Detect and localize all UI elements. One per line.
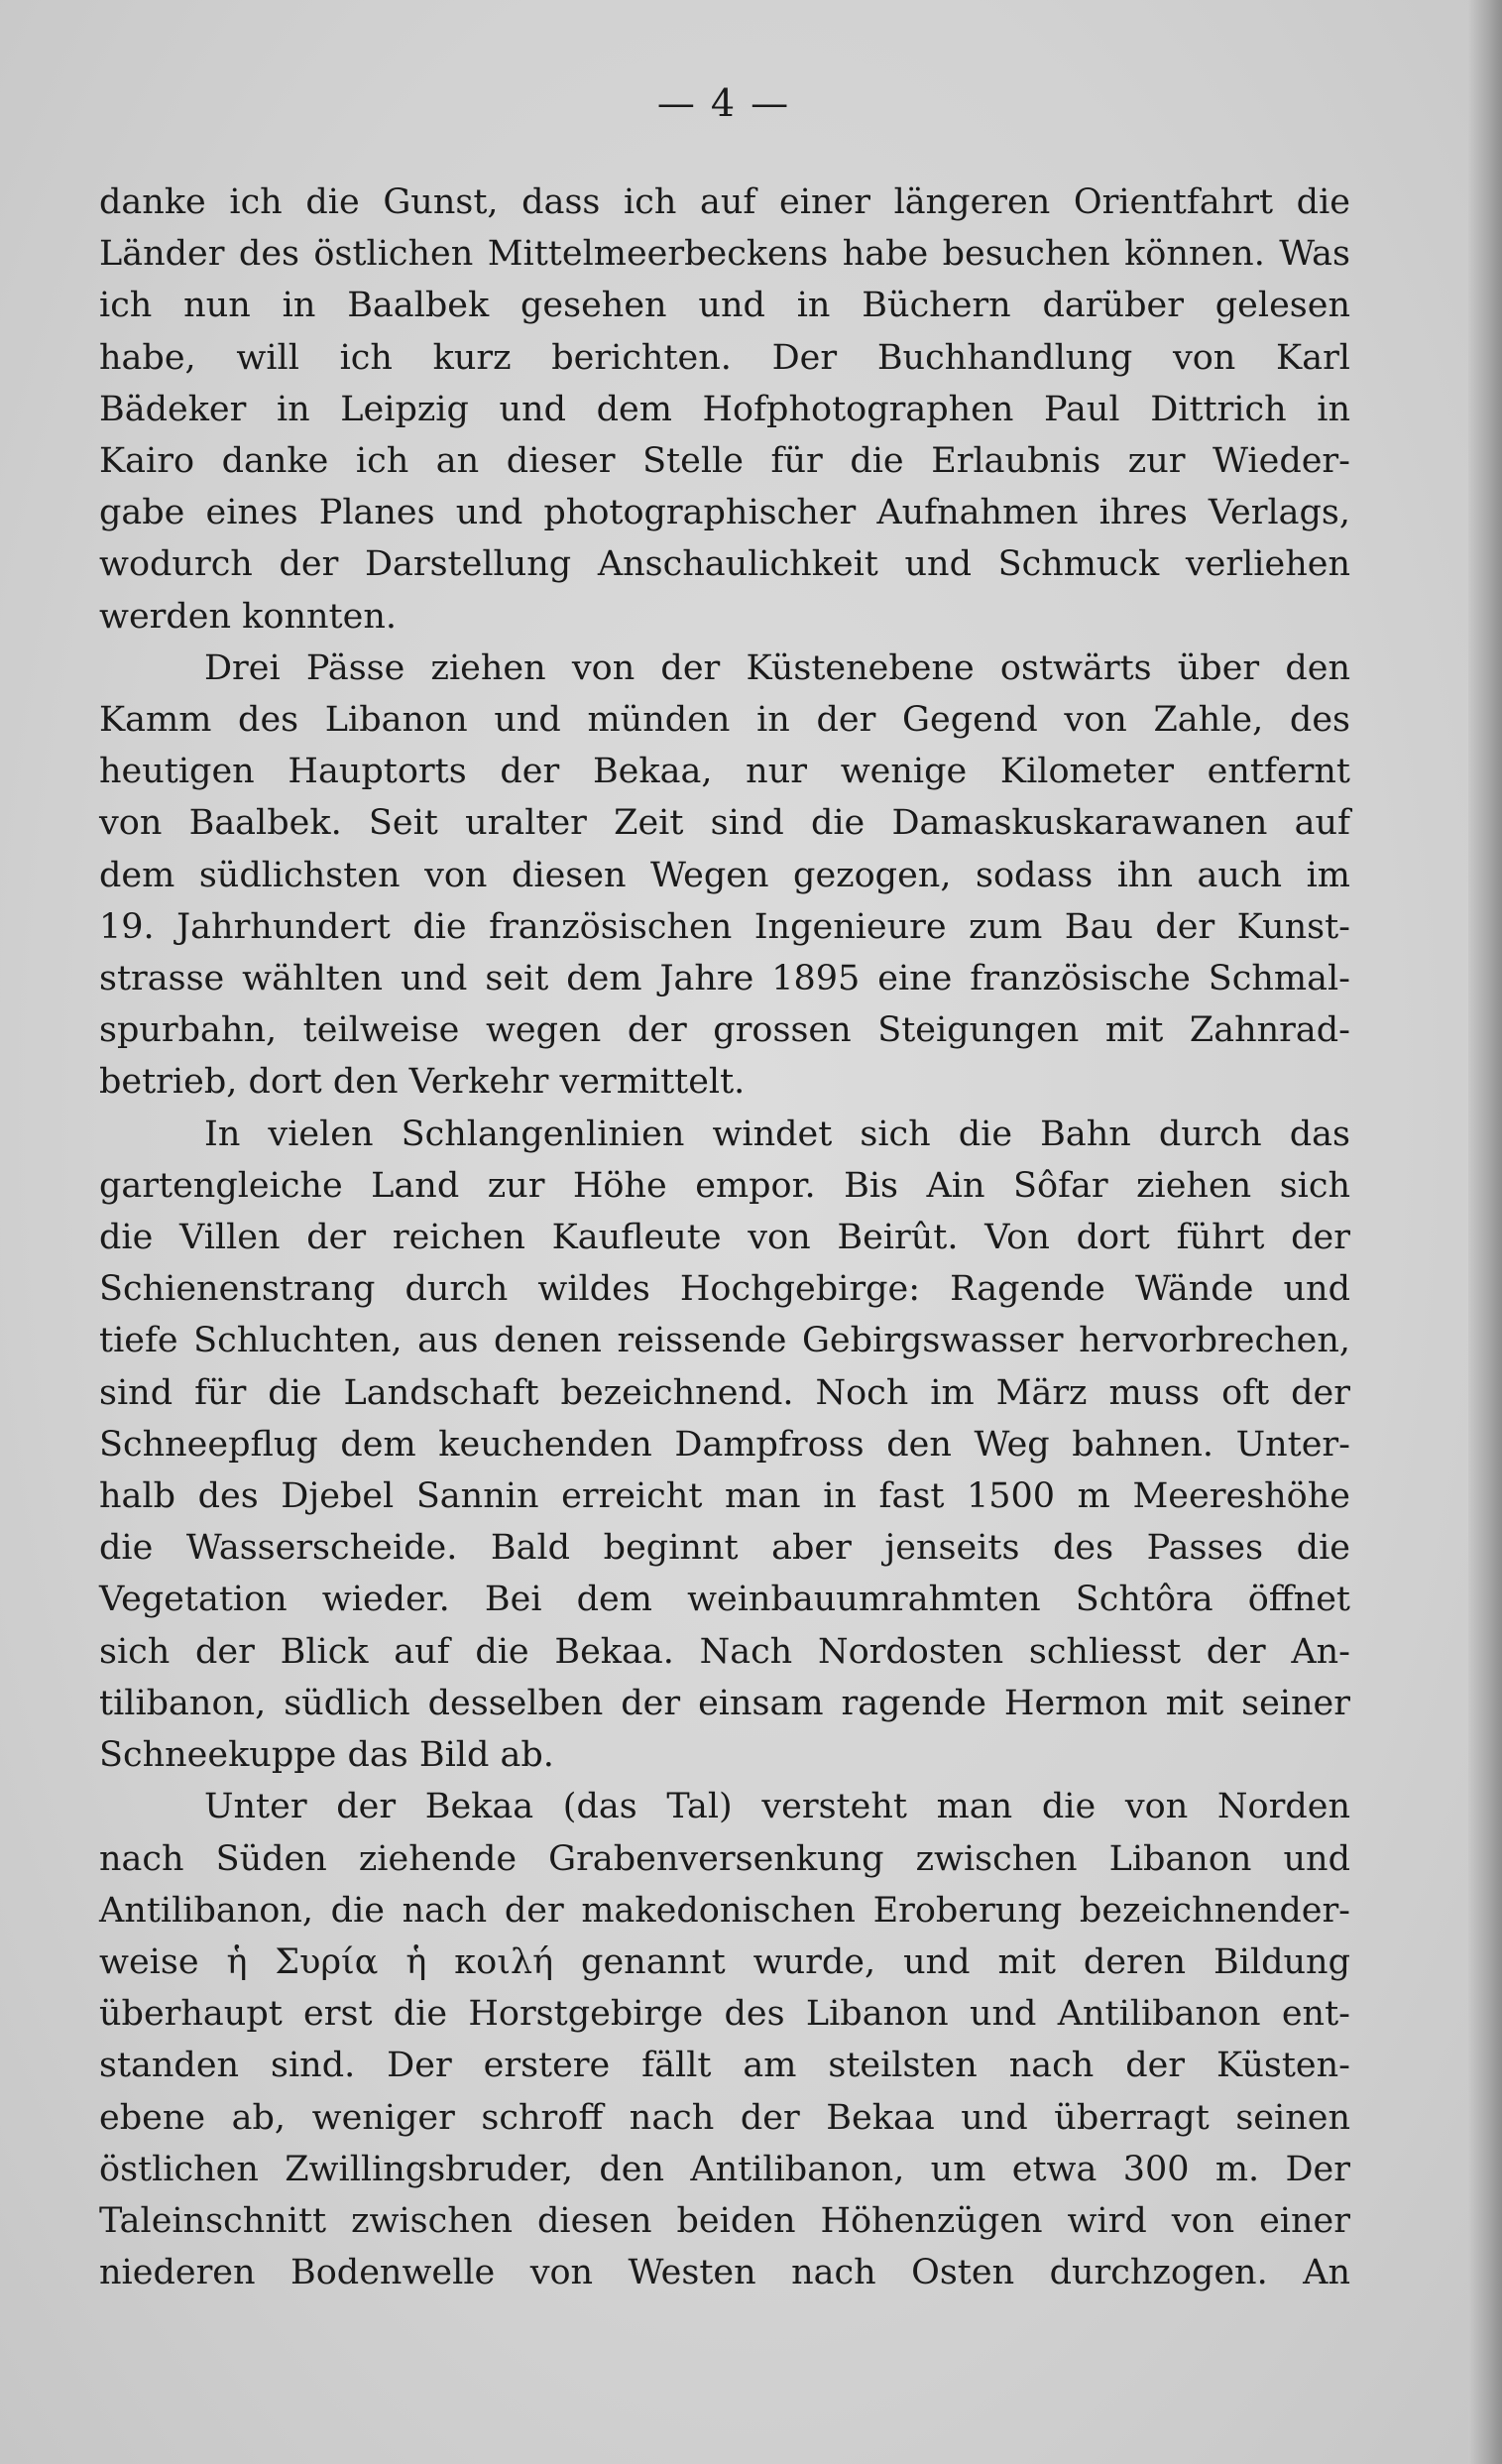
text-line: werden konnten. xyxy=(99,596,397,637)
text-line: halb des Djebel Sannin erreicht man in fast 1500 m Meereshöhe xyxy=(99,1476,1350,1517)
text-line: spurbahn, teilweise wegen der grossen Steigungen mit Zahnrad- xyxy=(99,1010,1350,1051)
text-line: 19. Jahrhundert die französischen Ingenieure zum Bau der Kunst- xyxy=(99,906,1350,947)
text-line: Länder des östlichen Mittelmeerbeckens habe besuchen können. Was xyxy=(99,234,1350,275)
text-line: Unter der Bekaa (das Tal) versteht man die von Norden xyxy=(204,1787,1350,1827)
text-line: Bädeker in Leipzig und dem Hofphotographen Paul Dittrich in xyxy=(99,389,1350,429)
text-line: gartengleiche Land zur Höhe empor. Bis Ain Sôfar ziehen sich xyxy=(99,1165,1350,1206)
text-line: In vielen Schlangenlinien windet sich die Bahn durch das xyxy=(204,1114,1350,1154)
text-line: niederen Bodenwelle von Westen nach Osten durchzogen. An xyxy=(99,2253,1350,2293)
text-line: danke ich die Gunst, dass ich auf einer längeren Orientfahrt die xyxy=(99,182,1350,222)
text-line: ebene ab, weniger schroff nach der Bekaa und überragt seinen xyxy=(99,2097,1350,2138)
text-line: heutigen Hauptorts der Bekaa, nur wenige Kilometer entfernt xyxy=(99,752,1350,792)
text-line: Antilibanon, die nach der makedonischen Eroberung bezeichnender- xyxy=(99,1890,1350,1931)
text-line: Kairo danke ich an dieser Stelle für die Erlaubnis zur Wieder- xyxy=(99,441,1350,482)
body-text xyxy=(99,176,1350,2298)
text-line: Schneekuppe das Bild ab. xyxy=(99,1735,554,1776)
text-line: Vegetation wieder. Bei dem weinbauumrahmten Schtôra öffnet xyxy=(99,1580,1350,1620)
text-line: weise ἡ Συρία ἡ κοιλή genannt wurde, und mit deren Bildung xyxy=(99,1941,1350,1982)
text-line: östlichen Zwillingsbruder, den Antilibanon, um etwa 300 m. Der xyxy=(99,2149,1350,2189)
text-line: betrieb, dort den Verkehr vermittelt. xyxy=(99,1062,746,1103)
text-line: habe, will ich kurz berichten. Der Buchhandlung von Karl xyxy=(99,337,1350,378)
text-line: Drei Pässe ziehen von der Küstenebene ostwärts über den xyxy=(204,647,1350,688)
text-line: standen sind. Der erstere fällt am steilsten nach der Küsten- xyxy=(99,2046,1350,2086)
text-line: nach Süden ziehende Grabenversenkung zwischen Libanon und xyxy=(99,1838,1350,1879)
text-line: Kamm des Libanon und münden in der Gegend von Zahle, des xyxy=(99,700,1350,741)
text-line: sind für die Landschaft bezeichnend. Noch im März muss oft der xyxy=(99,1372,1350,1413)
text-line: die Wasserscheide. Bald beginnt aber jenseits des Passes die xyxy=(99,1528,1350,1569)
text-line: gabe eines Planes und photographischer Aufnahmen ihres Verlags, xyxy=(99,493,1350,533)
page-number: — 4 — xyxy=(656,81,791,125)
text-line: strasse wählten und seit dem Jahre 1895 eine französische Schmal- xyxy=(99,959,1350,999)
text-line: von Baalbek. Seit uralter Zeit sind die Damaskuskarawanen auf xyxy=(99,803,1350,844)
text-line: Schienenstrang durch wildes Hochgebirge: Ragende Wände und xyxy=(99,1269,1350,1310)
text-line: die Villen der reichen Kaufleute von Beirût. Von dort führt der xyxy=(99,1218,1350,1258)
text-line: tiefe Schluchten, aus denen reissende Gebirgswasser hervorbrechen, xyxy=(99,1321,1350,1361)
text-line: wodurch der Darstellung Anschaulichkeit und Schmuck verliehen xyxy=(99,544,1350,585)
text-line: tilibanon, südlich desselben der einsam ragende Hermon mit seiner xyxy=(99,1683,1350,1723)
text-line: ich nun in Baalbek gesehen und in Büchern darüber gelesen xyxy=(99,286,1350,326)
text-line: dem südlichsten von diesen Wegen gezogen, sodass ihn auch im xyxy=(99,855,1350,895)
text-line: sich der Blick auf die Bekaa. Nach Nordosten schliesst der An- xyxy=(99,1631,1350,1672)
text-line: Taleinschnitt zwischen diesen beiden Höhenzügen wird von einer xyxy=(99,2200,1350,2241)
page-edge-shadow xyxy=(1468,0,1502,2464)
text-line: überhaupt erst die Horstgebirge des Libanon und Antilibanon ent- xyxy=(99,1994,1350,2035)
text-line: Schneepflug dem keuchenden Dampfross den Weg bahnen. Unter- xyxy=(99,1424,1350,1465)
